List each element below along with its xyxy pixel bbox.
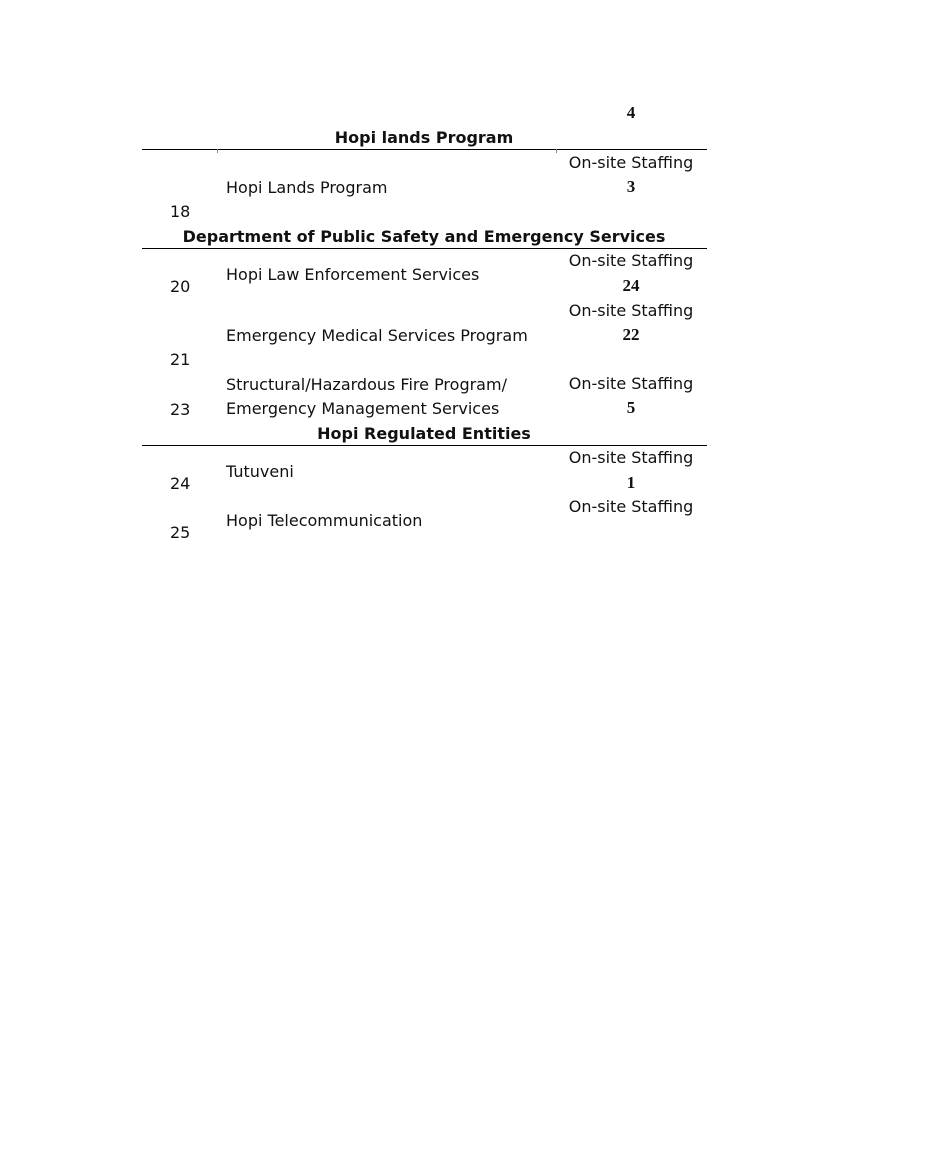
staffing-value: 5 <box>626 398 636 417</box>
staffing-value: 1 <box>626 473 636 492</box>
program-name: Hopi Law Enforcement Services <box>226 265 480 284</box>
row-number: 23 <box>170 400 191 419</box>
staffing-label: On-site Staffing <box>568 301 694 320</box>
program-name-line-1: Structural/Hazardous Fire Program/ <box>226 375 507 394</box>
section-rule <box>142 445 707 446</box>
program-name-line-2: Emergency Management Services <box>226 399 500 418</box>
program-name: Hopi Telecommunication <box>226 511 423 530</box>
staffing-value: 24 <box>622 276 640 295</box>
section-title-public-safety: Department of Public Safety and Emergency Services <box>182 227 666 246</box>
row-number: 25 <box>170 523 191 542</box>
row-number: 18 <box>170 202 191 221</box>
row-number: 20 <box>170 277 191 296</box>
program-name: Emergency Medical Services Program <box>226 326 528 345</box>
staffing-label: On-site Staffing <box>568 153 694 172</box>
staffing-value: 22 <box>622 325 640 344</box>
program-name: Hopi Lands Program <box>226 178 388 197</box>
staffing-label: On-site Staffing <box>568 251 694 270</box>
section-title-regulated-entities: Hopi Regulated Entities <box>317 424 531 443</box>
staffing-label: On-site Staffing <box>568 448 694 467</box>
staffing-label: On-site Staffing <box>568 497 694 516</box>
carryover-staffing-value: 4 <box>626 103 636 122</box>
column-divider-tick <box>217 149 218 153</box>
section-rule <box>142 149 707 150</box>
program-name: Tutuveni <box>226 462 294 481</box>
section-rule <box>142 248 707 249</box>
staffing-value: 3 <box>626 177 636 196</box>
row-number: 24 <box>170 474 191 493</box>
staffing-label: On-site Staffing <box>568 374 694 393</box>
row-number: 21 <box>170 350 191 369</box>
section-title-hopi-lands: Hopi lands Program <box>334 128 514 147</box>
